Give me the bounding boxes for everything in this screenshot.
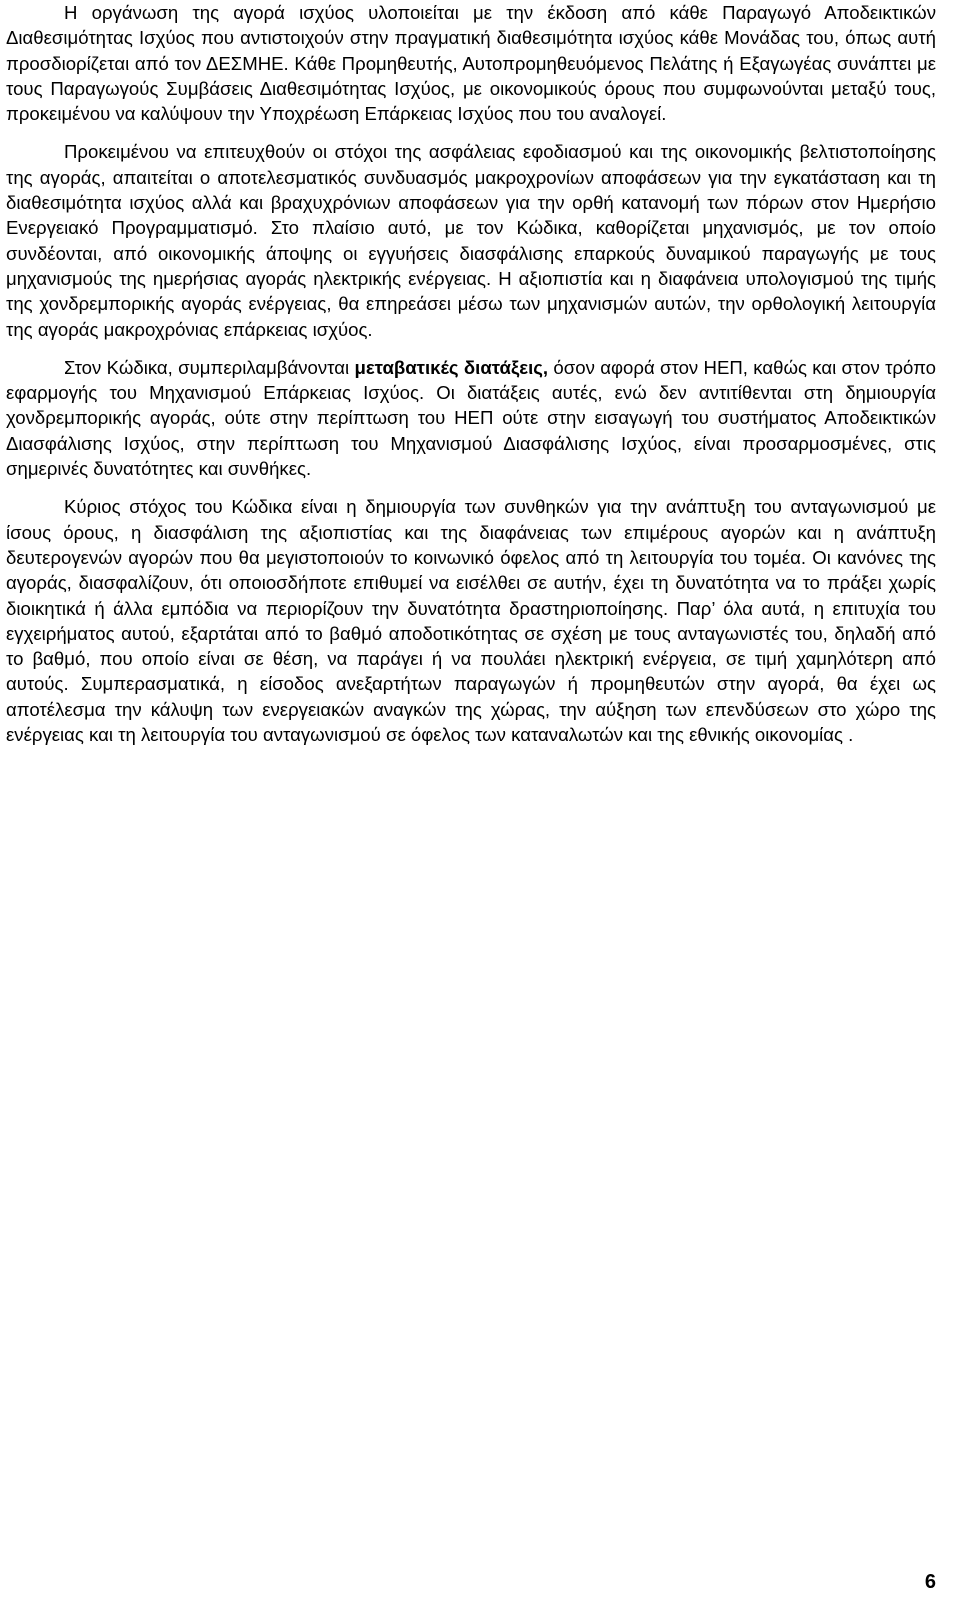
- paragraph-market-organization: Η οργάνωση της αγορά ισχύος υλοποιείται με την έκδοση από κάθε Παραγωγό Αποδεικτικών Διαθεσιμότητας Ισχύος που αντιστοιχούν στην πραγματική διαθεσιμότητα ισχύος κάθε Μονάδας του, όπως αυτή προσδιορίζεται από τον ΔΕΣΜΗΕ. Κάθε Προμηθευτής, Αυτοπρομηθευόμενος Πελάτης ή Εξαγωγέας συνάπτει με τους Παραγωγούς Συμβάσεις Διαθεσιμότητας Ισχύος, με οικονομικούς όρους που συμφωνούνται μεταξύ τους, προκειμένου να καλύψουν την Υποχρέωση Επάρκειας Ισχύος που του αναλογεί.: [6, 2, 936, 125]
- transitional-provisions-emphasis: μεταβατικές διατάξεις,: [354, 356, 549, 378]
- paragraph-transitional-intro: Στον Κώδικα, συμπεριλαμβάνονται: [64, 356, 355, 378]
- paragraph-transitional-provisions: [6, 355, 936, 481]
- paragraph-main-objective: Κύριος στόχος του Κώδικα είναι η δημιουργία των συνθηκών για την ανάπτυξη του ανταγωνισμού με ίσους όρους, η διασφάλιση της αξιοπιστίας και της διαφάνειας των επιμέρους αγορών και η ανάπτυξη δευτερογενών αγορών που θα μεγιστοποιούν το κοινωνικό όφελος από τη λειτουργία του τομέα. Οι κανόνες της αγοράς, διασφαλίζουν, ότι οποιοσδήποτε επιθυμεί να εισέλθει σε αυτήν, έχει τη δυνατότητα να το πράξει χωρίς διοικητικά ή άλλα εμπόδια να περιορίζουν την δυνατότητα δραστηριοποίησης. Παρ’ όλα αυτά, η επιτυχία του εγχειρήματος αυτού, εξαρτάται από το βαθμό αποδοτικότητας σε σχέση με τους ανταγωνιστές του, δηλαδή από το βαθμό, που οποίο είναι σε θέση, να παράγει ή να πουλάει ηλεκτρική ενέργεια, σε τιμή χαμηλότερη από αυτούς. Συμπερασματικά, η είσοδος ανεξαρτήτων παραγωγών ή προμηθευτών στην αγορά, θα έχει ως αποτέλεσμα την κάλυψη των ενεργειακών αναγκών της χώρας, την αύξηση των επενδύσεων στο χώρο της ενέργειας και τη λειτουργία του ανταγωνισμού σε όφελος των καταναλωτών και της εθνικής οικονομίας .: [6, 496, 936, 746]
- document-body: [6, 0, 936, 760]
- paragraph-transitional-rest: όσον αφορά στον ΗΕΠ, καθώς και στον τρόπο εφαρμογής του Μηχανισμού Επάρκειας Ισχύος. Οι διατάξεις αυτές, ενώ δεν αντιτίθενται στη δημιουργία χονδρεμπορικής αγοράς, ούτε στην περίπτωση του ΗΕΠ ούτε στην εισαγωγή του συστήματος Αποδεικτικών Διασφάλισης Ισχύος, στην περίπτωση του Μηχανισμού Διασφάλισης Ισχύος, είναι προσαρμοσμένες, στις σημερινές δυνατότητες και συνθήκες.: [6, 356, 936, 480]
- page-number: 6: [924, 1571, 936, 1593]
- paragraph-supply-security: Προκειμένου να επιτευχθούν οι στόχοι της ασφάλειας εφοδιασμού και της οικονομικής βελτιστοποίησης της αγοράς, απαιτείται ο αποτελεσματικός συνδυασμός μακροχρονίων αποφάσεων για την εγκατάσταση και τη διαθεσιμότητα ισχύος αλλά και βραχυχρόνιων αποφάσεων για την ορθή κατανομή των πόρων στον Ημερήσιο Ενεργειακό Προγραμματισμό. Στο πλαίσιο αυτό, με τον Κώδικα, καθορίζεται μηχανισμός, με τον οποίο συνδέονται, από οικονομικής άποψης οι εγγυήσεις διασφάλισης επαρκούς δυναμικού παραγωγής με τους μηχανισμούς της ημερήσιας αγοράς ηλεκτρικής ενέργειας. Η αξιοπιστία και η διαφάνεια υπολογισμού της τιμής της χονδρεμπορικής αγοράς ενέργειας, θα επηρεάσει μέσω των μηχανισμών αυτών, την ορθολογική λειτουργία της αγοράς μακροχρόνιας επάρκειας ισχύος.: [6, 141, 936, 340]
